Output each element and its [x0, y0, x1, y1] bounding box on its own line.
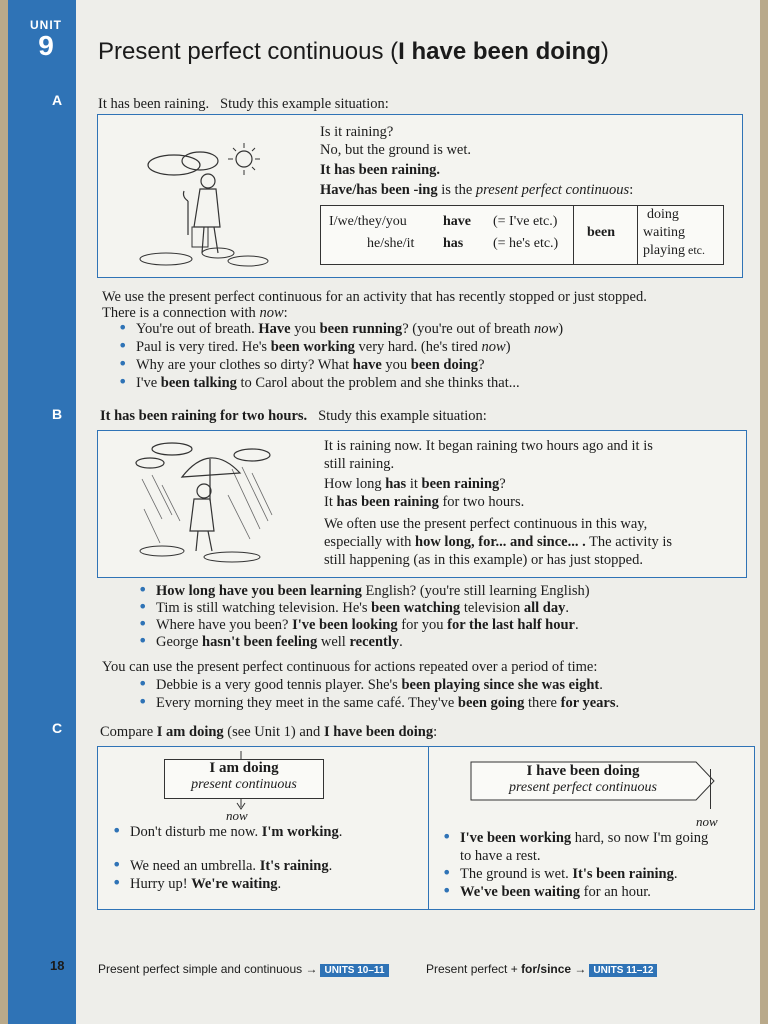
box-b-line-4: It has been raining for two hours. [324, 494, 525, 510]
section-a-para-2: There is a connection with now: [102, 305, 288, 321]
box-b-line-3: How long has it been raining? [324, 476, 506, 492]
table-verb-2: waiting [643, 225, 685, 240]
units-10-11-tag: UNITS 10–11 [320, 964, 388, 977]
table-aux-2: has [443, 236, 464, 251]
table-been: been [587, 225, 615, 240]
table-subject-1: I/we/they/you [329, 214, 407, 229]
now-label-left: now [226, 808, 248, 823]
arrow-right-icon: → [305, 962, 318, 976]
box-b-line-6: especially with how long, for... and since... . The activity is [324, 534, 673, 550]
units-11-12-tag: UNITS 11–12 [589, 964, 657, 977]
now-marker-right [710, 769, 711, 809]
box-a-line-3: It has been raining. [320, 162, 441, 178]
table-aux-1: have [443, 214, 471, 229]
raining-umbrella-illustration [132, 439, 282, 569]
unit-side-band [8, 0, 76, 1024]
compare-right-bullet-3: • We've been waiting for an hour. [460, 883, 651, 901]
compare-right-bullet-1-cont: to have a rest. [460, 848, 541, 864]
section-a-bullet-4: • I've been talking to Carol about the problem and she thinks that... [136, 374, 520, 392]
table-contraction-1: (= I've etc.) [493, 214, 558, 229]
i-have-been-doing-label: I have been doing present perfect continuous [508, 763, 657, 795]
box-b-line-1: It is raining now. It began raining two hours ago and it is [324, 438, 653, 454]
page-number: 18 [50, 958, 65, 973]
section-letter-c: C [52, 720, 63, 736]
page-title: Present perfect continuous (I have been doing) [98, 38, 609, 65]
table-subject-2: he/she/it [367, 236, 415, 251]
box-b-line-5: We often use the present perfect continuous in this way, [324, 516, 648, 532]
compare-box [97, 746, 755, 910]
section-b-bullet-6: • Every morning they meet in the same café. They've been going there for years. [156, 694, 619, 712]
section-b-bullet-5: • Debbie is a very good tennis player. She's been playing since she was eight. [156, 676, 603, 694]
box-a-line-4: Have/has been -ing is the present perfect continuous: [320, 182, 634, 198]
section-letter-b: B [52, 406, 63, 422]
example-box-b [97, 430, 747, 578]
section-a-heading: It has been raining. Study this example situation: [98, 96, 389, 112]
unit-label: UNIT [30, 18, 62, 32]
now-label-right: now [696, 814, 718, 829]
arrow-right-icon: → [574, 962, 587, 976]
box-b-line-2: still raining. [324, 456, 395, 472]
table-verb-3: playing etc. [643, 243, 705, 258]
i-am-doing-label: I am doing present continuous [164, 759, 324, 799]
compare-right-bullet-2: • The ground is wet. It's been raining. [460, 865, 678, 883]
section-letter-a: A [52, 92, 63, 108]
box-a-line-1: Is it raining? [320, 124, 394, 140]
footer-cross-ref-1[interactable]: Present perfect simple and continuous → UNITS 10–11 [98, 962, 389, 977]
form-table [320, 205, 724, 265]
section-b-bullet-3: • Where have you been? I've been looking for you for the last half hour. [156, 616, 579, 634]
compare-left-bullet-3: • Hurry up! We're waiting. [130, 875, 281, 893]
section-b-bullet-1: • How long have you been learning English? (you're still learning English) [156, 582, 590, 600]
section-b-heading: It has been raining for two hours. Study this example situation: [100, 408, 487, 424]
table-verb-1: doing [647, 207, 679, 222]
section-a-bullet-3: • Why are your clothes so dirty? What have you been doing? [136, 356, 485, 374]
box-b-line-7: still happening (as in this example) or has just stopped. [324, 552, 643, 568]
now-arrow-left [234, 747, 248, 811]
compare-right-bullet-1: • I've been working hard, so now I'm going [460, 829, 708, 847]
footer-cross-ref-2[interactable]: Present perfect + for/since → UNITS 11–12 [426, 962, 657, 977]
section-b-bullet-4: • George hasn't been feeling well recently. [156, 633, 403, 651]
unit-number: 9 [38, 30, 54, 61]
compare-left-bullet-1: • Don't disturb me now. I'm working. [130, 823, 342, 841]
section-a-bullet-1: • You're out of breath. Have you been running? (you're out of breath now) [136, 320, 563, 338]
example-box-a [97, 114, 743, 278]
section-b-para: You can use the present perfect continuous for actions repeated over a period of time: [102, 659, 598, 675]
section-a-bullet-2: • Paul is very tired. He's been working very hard. (he's tired now) [136, 338, 511, 356]
rain-stopped-illustration [136, 135, 276, 271]
compare-left-bullet-2: • We need an umbrella. It's raining. [130, 857, 332, 875]
table-contraction-2: (= he's etc.) [493, 236, 559, 251]
box-a-line-2: No, but the ground is wet. [320, 142, 472, 158]
section-b-bullet-2: • Tim is still watching television. He's been watching television all day. [156, 599, 569, 617]
section-c-heading: Compare I am doing (see Unit 1) and I have been doing: [100, 724, 438, 740]
section-a-para-1: We use the present perfect continuous for an activity that has recently stopped or just stopped. [102, 289, 647, 305]
